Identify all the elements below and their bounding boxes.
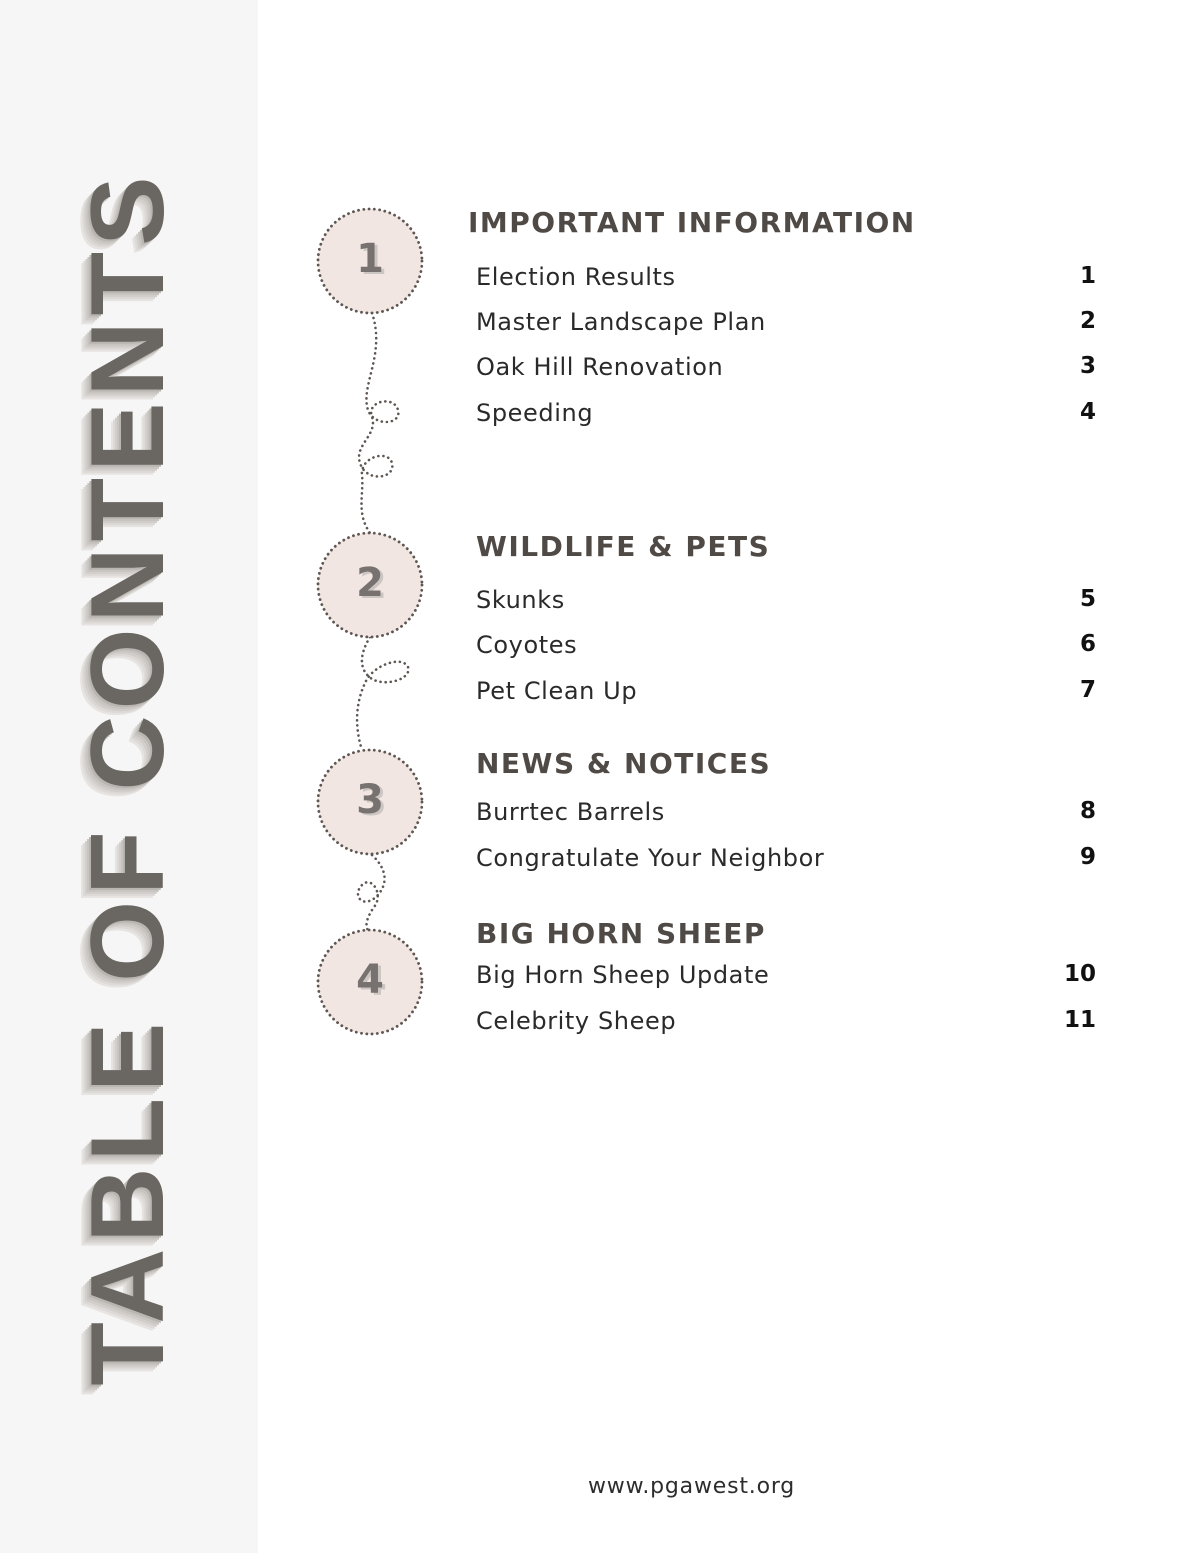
toc-entry[interactable] (476, 677, 1096, 711)
section-number-4: 4 (356, 957, 384, 1003)
toc-entry-label: Master Landscape Plan (476, 308, 766, 336)
toc-entry-page: 4 (1079, 399, 1096, 425)
toc-entry-page: 11 (1063, 1007, 1096, 1033)
connector-3-4 (358, 855, 385, 933)
toc-entry[interactable] (476, 1007, 1096, 1041)
toc-entry[interactable] (476, 798, 1096, 832)
toc-entry[interactable] (476, 399, 1096, 433)
toc-entry-page: 6 (1079, 631, 1096, 657)
toc-entry-page: 10 (1063, 961, 1096, 987)
section-heading-important-information: IMPORTANT INFORMATION (468, 206, 916, 239)
toc-entry-label: Oak Hill Renovation (476, 353, 724, 381)
toc-entry[interactable] (476, 631, 1096, 665)
toc-entry-label: Burrtec Barrels (476, 798, 665, 826)
toc-entry-label: Coyotes (476, 631, 578, 659)
section-number-3: 3 (356, 777, 384, 823)
section-number-1: 1 (356, 236, 384, 282)
toc-entry[interactable] (476, 586, 1096, 620)
toc-entry-page: 8 (1079, 798, 1096, 824)
toc-entry-page: 3 (1079, 353, 1096, 379)
toc-entry-label: Pet Clean Up (476, 677, 638, 705)
toc-entry-label: Election Results (476, 263, 676, 291)
toc-entry-label: Congratulate Your Neighbor (476, 844, 825, 872)
sidebar (0, 0, 258, 1553)
toc-entry-page: 1 (1079, 263, 1096, 289)
toc-entry-label: Speeding (476, 399, 594, 427)
toc-entry-label: Skunks (476, 586, 565, 614)
connector-2-3 (357, 637, 408, 750)
toc-entry-page: 2 (1079, 308, 1096, 334)
toc-entry[interactable] (476, 353, 1096, 387)
dotted-path-decoration (300, 195, 440, 1055)
connector-1-2 (359, 313, 398, 533)
toc-entry[interactable] (476, 844, 1096, 878)
toc-entry[interactable] (476, 961, 1096, 995)
toc-entry-page: 7 (1079, 677, 1096, 703)
toc-entry-page: 9 (1079, 844, 1096, 870)
section-heading-news-notices: NEWS & NOTICES (476, 747, 772, 780)
section-heading-wildlife-pets: WILDLIFE & PETS (476, 530, 771, 563)
section-number-2: 2 (356, 560, 384, 606)
toc-entry-label: Big Horn Sheep Update (476, 961, 770, 989)
footer-website-link[interactable]: www.pgawest.org (588, 1474, 796, 1499)
toc-entry[interactable] (476, 308, 1096, 342)
toc-entry-page: 5 (1079, 586, 1096, 612)
toc-entry[interactable] (476, 263, 1096, 297)
section-heading-big-horn-sheep: BIG HORN SHEEP (476, 917, 766, 950)
table-of-contents-title: TABLE OF CONTENTS (70, 170, 186, 1386)
toc-entry-label: Celebrity Sheep (476, 1007, 677, 1035)
